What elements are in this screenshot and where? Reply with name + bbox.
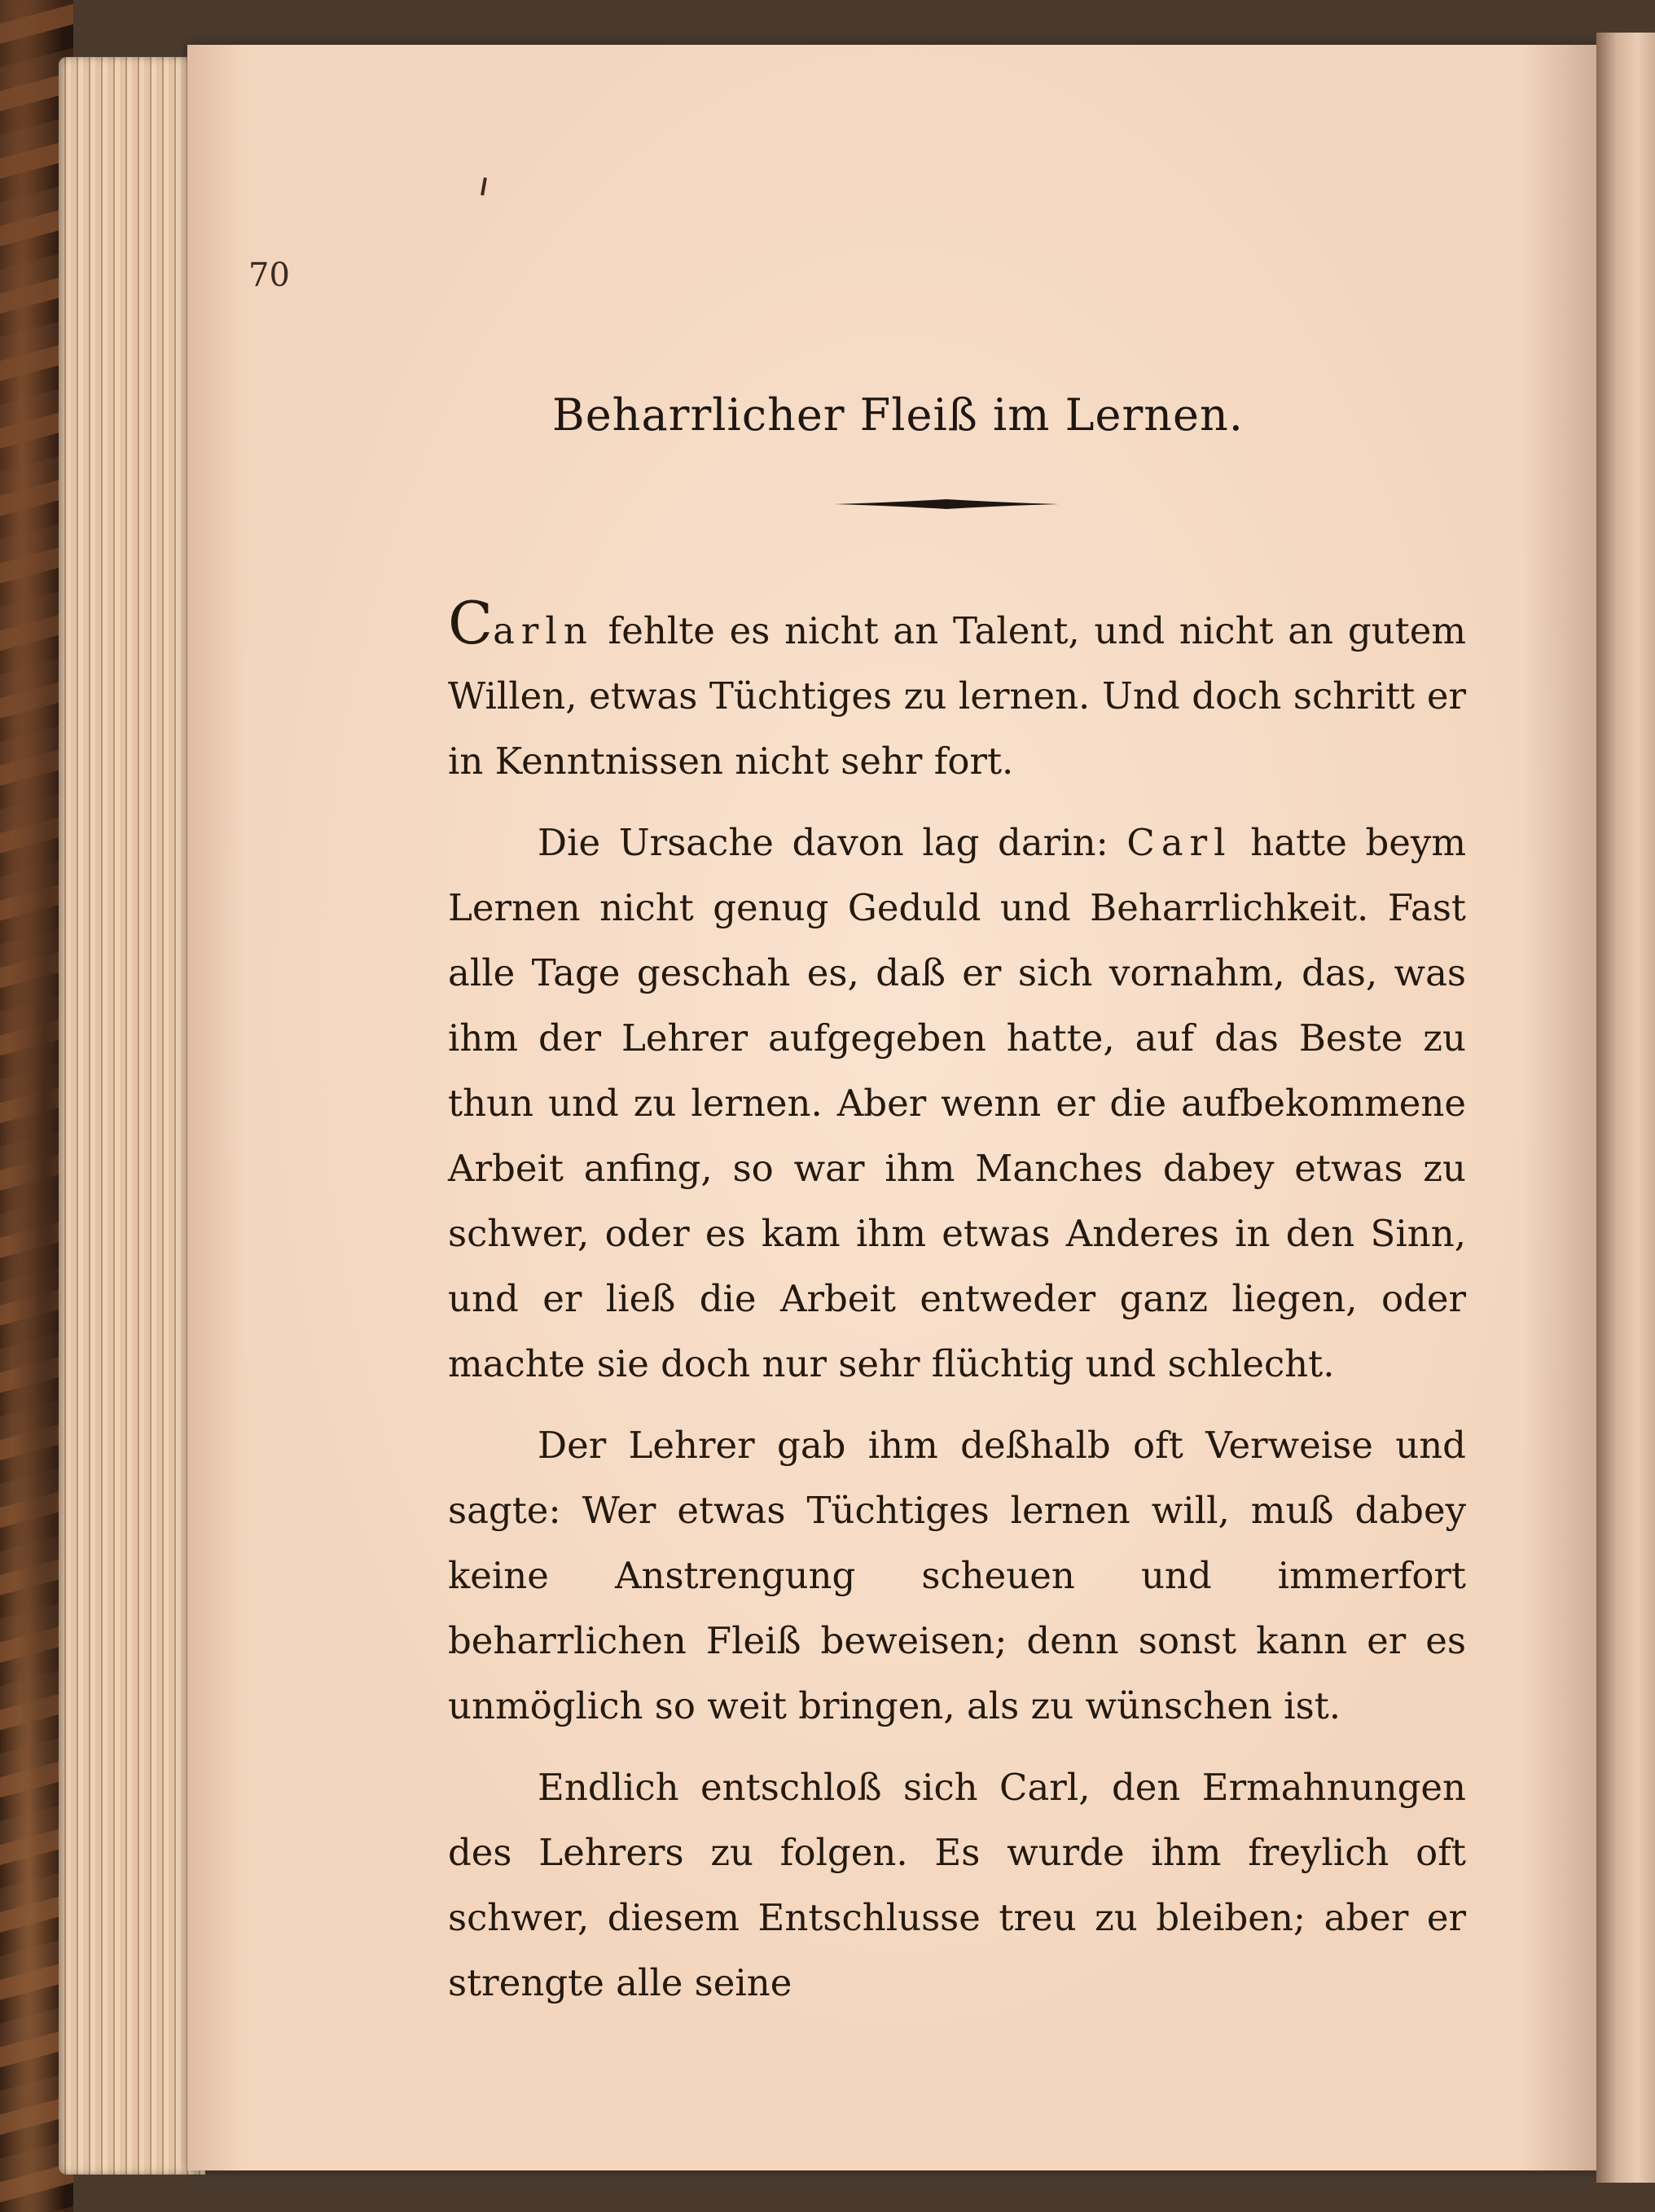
spaced-name: arln — [493, 609, 594, 652]
page-number: 70 — [248, 257, 290, 294]
book-gutter — [1596, 33, 1655, 2183]
paragraph-text: fehlte es nicht an Talent, und nicht an gutem Willen, etwas Tüchtiges zu lernen. Und doch schritt er in Kenntnissen nicht sehr fort. — [448, 609, 1466, 783]
title-divider-ornament — [835, 498, 1059, 510]
paragraph-3: Der Lehrer gab ihm deßhalb oft Verweise und sagte: Wer etwas Tüchtiges lernen will, muß dabey keine Anstrengung scheuen und immerfort beharrlichen Fleiß beweisen; denn sonst kann er es unmöglich so weit bringen, als zu wünschen ist. — [448, 1424, 1466, 1727]
paragraph-2 — [448, 810, 1466, 1397]
page-edges — [59, 57, 205, 2175]
paragraph-text: hatte beym Lernen nicht genug Geduld und Beharrlichkeit. Fast alle Tage geschah es, daß er sich vornahm, das, was ihm der Lehrer aufgegeben hatte, auf das Beste zu thun und zu lernen. Aber wenn er die aufbekommene Arbeit anfing, so war ihm Manches dabey etwas zu schwer, oder es kam ihm etwas Anderes in den Sinn, und er ließ die Arbeit entweder ganz liegen, oder machte sie doch nur sehr flüchtig und schlecht. — [448, 821, 1467, 1385]
paragraph-text-lead: Die Ursache davon lag darin: — [538, 821, 1127, 864]
spaced-name: Carl — [1126, 821, 1232, 864]
body-text — [448, 589, 1467, 2016]
paragraph-1 — [448, 589, 1466, 794]
paragraph-4: Endlich entschloß sich Carl, den Ermahnungen des Lehrers zu folgen. Es wurde ihm freylich oft schwer, diesem Entschlusse treu zu bleiben; aber er strengte alle seine — [448, 1766, 1466, 2004]
chapter-title: Beharrlicher Fleiß im Lernen. — [552, 389, 1244, 441]
drop-capital: C — [448, 589, 494, 657]
